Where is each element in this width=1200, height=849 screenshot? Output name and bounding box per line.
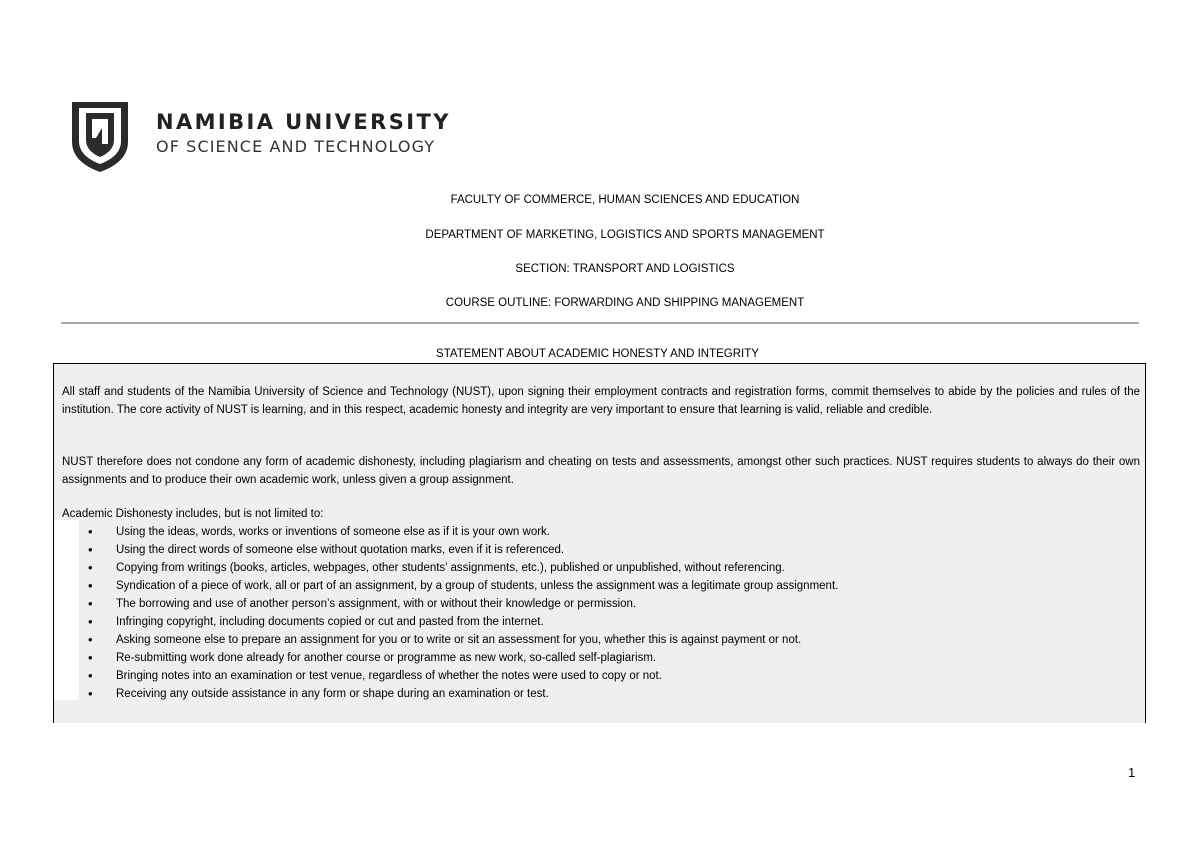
list-item: • Bringing notes into an examination or test venue, regardless of whether the notes were used to copy or not. (88, 667, 838, 685)
department-heading: DEPARTMENT OF MARKETING, LOGISTICS AND SPORTS MANAGEMENT (425, 229, 825, 241)
list-item: • Syndication of a piece of work, all or part of an assignment, by a group of students, unless the assignment was a legitimate group assignment. (88, 577, 838, 595)
logo-university-name: NAMIBIA UNIVERSITY (156, 110, 451, 134)
list-item: • Using the ideas, words, works or inventions of someone else as if it is your own work. (88, 523, 838, 541)
list-intro: Academic Dishonesty includes, but is not limited to: (62, 508, 324, 520)
list-item: • Asking someone else to prepare an assignment for you or to write or sit an assessment for you, whether this is against payment or not. (88, 631, 838, 649)
university-logo (66, 96, 451, 174)
course-heading: COURSE OUTLINE: FORWARDING AND SHIPPING MANAGEMENT (445, 297, 805, 309)
dishonesty-list (88, 523, 838, 703)
section-heading: SECTION: TRANSPORT AND LOGISTICS (515, 263, 735, 275)
list-item: • Using the direct words of someone else without quotation marks, even if it is referenced. (88, 541, 838, 559)
statement-paragraph-1: All staff and students of the Namibia University of Science and Technology (NUST), upon signing their employment contracts and registration forms, commit themselves to abide by the policies and rules of the institution. The core activity of NUST is learning, and in this respect, academic honesty and integrity are very important to ensure that learning is valid, reliable and credible. (62, 386, 1140, 416)
statement-title: STATEMENT ABOUT ACADEMIC HONESTY AND INTEGRITY (436, 348, 759, 360)
logo-text (156, 110, 451, 158)
statement-box (53, 363, 1146, 723)
shield-logo-icon (66, 96, 134, 174)
page-number: 1 (1128, 765, 1136, 780)
box-indent-gap (54, 520, 79, 700)
logo-university-subtitle: OF SCIENCE AND TECHNOLOGY (156, 137, 436, 156)
horizontal-divider (61, 322, 1139, 324)
list-item: • Receiving any outside assistance in any form or shape during an examination or test. (88, 685, 838, 703)
list-item: • Copying from writings (books, articles, webpages, other students’ assignments, etc.), published or unpublished, without referencing. (88, 559, 838, 577)
list-item: • The borrowing and use of another person’s assignment, with or without their knowledge or permission. (88, 595, 838, 613)
list-item: • Infringing copyright, including documents copied or cut and pasted from the internet. (88, 613, 838, 631)
statement-paragraph-2: NUST therefore does not condone any form of academic dishonesty, including plagiarism and cheating on tests and assessments, amongst other such practices. NUST requires students to always do their own assignments and to produce their own academic work, unless given a group assignment. (62, 456, 1140, 486)
faculty-heading: FACULTY OF COMMERCE, HUMAN SCIENCES AND EDUCATION (450, 194, 800, 206)
list-item: • Re-submitting work done already for another course or programme as new work, so-called self-plagiarism. (88, 649, 838, 667)
